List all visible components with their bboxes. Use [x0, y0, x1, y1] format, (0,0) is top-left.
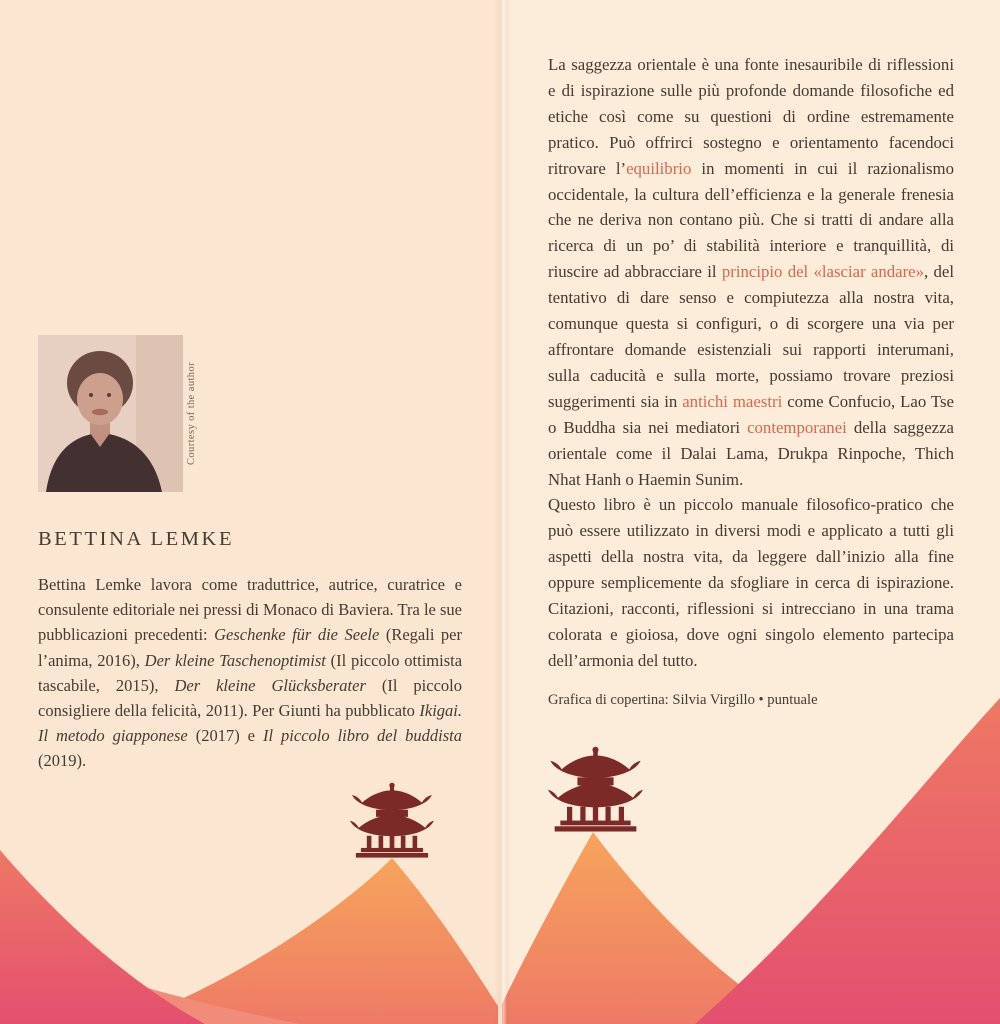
mountain-pagoda-artwork — [0, 684, 1000, 1024]
right-pink-mountain — [695, 698, 1000, 1024]
author-bio: Bettina Lemke lavora come traduttrice, autrice, curatrice e consulente editoriale nei pressi di Monaco di Baviera. Tra le sue pubblicazioni precedenti: Geschenke für die Seele (Regali per l’anima, 2016), Der kleine Taschenoptimist (Il piccolo ottimista tascabile, 2015), Der kleine Glücksberater (Il piccolo consigliere della felicità, 2011). Per Giunti ha pubblicato Ikigai. Il metodo giapponese (2017) e Il piccolo libro del buddista (2019). — [38, 575, 463, 771]
blurb-paragraph-1: La saggezza orientale è una fonte inesauribile di riflessioni e di ispirazione sulle più profonde domande filosofiche ed etiche così come su questioni di ordine estremamente pratico. Può offrirci sostegno e orientamento facendoci ritrovare l’equilibrio in momenti in cui il razionalismo occidentale, la cultura dell’efficienza e la generale frenesia che ne deriva non contano più. Che si tratti di andare alla ricerca di un po’ di stabilità interiore e tranquillità, di riuscire ad abbracciare il principio del «lasciar andare», del tentativo di dare senso e compiutezza alla nostra vita, comunque questa si configuri, o di scorgere una via per affrontare domande esistenziali sui rapporti interumani, sulla caducità e sulla morte, possiamo trovare preziosi suggerimenti sia in antichi maestri come Confucio, Lao Tse o Buddha sia nei mediatori contemporanei della saggezza orientale come il Dalai Lama, Drukpa Rinpoche, Thich Nhat Hanh o Haemin Sunim. — [548, 55, 954, 489]
left-pagoda-icon — [350, 783, 434, 858]
right-pagoda-icon — [548, 747, 643, 832]
cover-design-credit: Grafica di copertina: Silvia Virgillo • puntuale — [548, 691, 818, 708]
author-name: BETTINA LEMKE — [38, 528, 235, 550]
photo-credit: Courtesy of the author — [186, 362, 197, 465]
portrait-face — [77, 373, 123, 425]
author-photo — [38, 335, 183, 492]
blurb-column — [548, 52, 954, 709]
blurb-paragraph-2: Questo libro è un piccolo manuale filosofico-pratico che può essere utilizzato in diversi modi e applicato a tutti gli aspetti della nostra vita, da leggere dall’inizio alla fine oppure semplicemente da sfogliare in cerca di ispirazione. Citazioni, racconti, riflessioni si intrecciano in una trama colorata e gioiosa, dove ogni singolo elemento partecipa dell’armonia del tutto. — [548, 495, 954, 670]
